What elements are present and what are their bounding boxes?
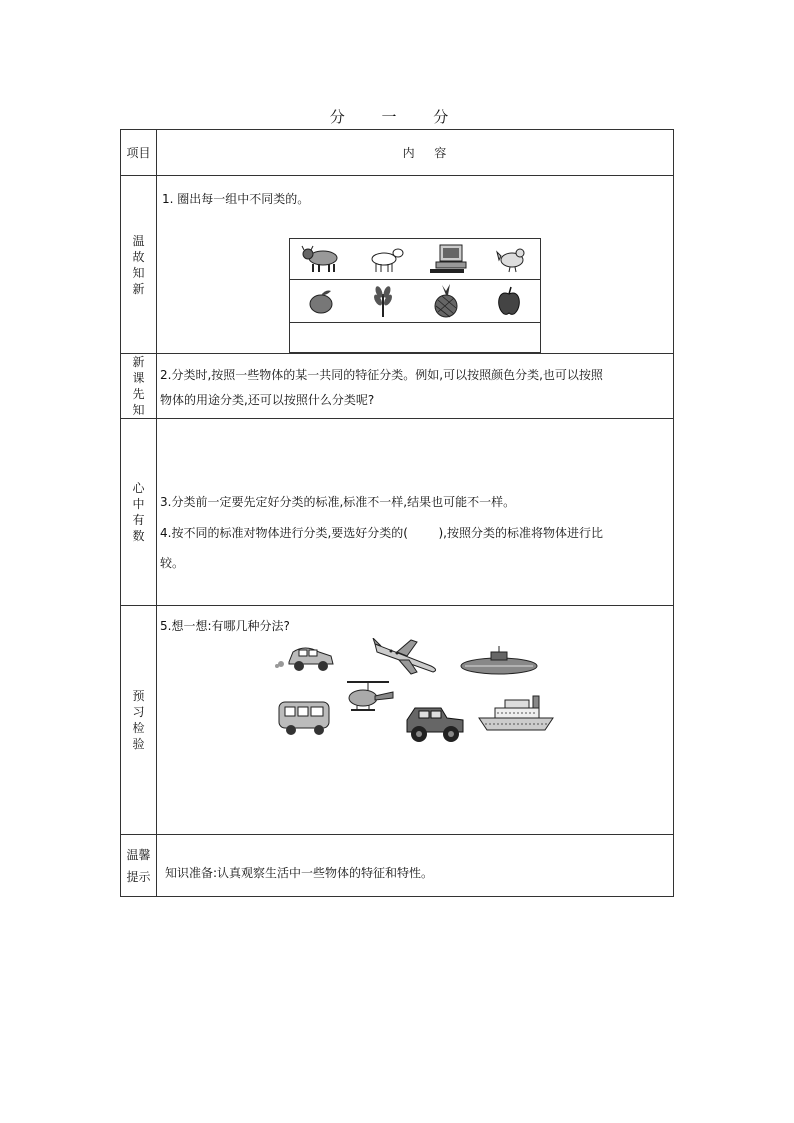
section-label-text: 心中有数 xyxy=(132,481,145,543)
section-label-text: 温故知新 xyxy=(132,233,145,296)
section-label-understanding xyxy=(121,419,157,606)
sheep-icon xyxy=(366,244,406,274)
apple-icon xyxy=(494,285,524,317)
peach-icon xyxy=(306,286,336,316)
airplane-icon xyxy=(371,638,441,678)
lesson-table xyxy=(120,129,674,897)
question-1: 1. 圈出每一组中不同类的。 xyxy=(162,192,310,206)
bus-icon xyxy=(275,698,335,738)
section-label-text: 新课先知 xyxy=(132,355,145,417)
header-item-label: 项目 xyxy=(126,145,151,160)
question-4-line-1: 4.按不同的标准对物体进行分类,要选好分类的( ),按照分类的标准将物体进行比 xyxy=(160,526,603,540)
pineapple-icon xyxy=(430,283,462,319)
section-label-check xyxy=(121,606,157,835)
section-check-content xyxy=(157,606,674,835)
header-content xyxy=(157,130,674,176)
question-4-line-2: 较。 xyxy=(160,556,185,570)
submarine-icon xyxy=(459,644,539,678)
ship-icon xyxy=(477,694,557,734)
picture-grid xyxy=(289,238,541,353)
question-2-line-1: 2.分类时,按照一些物体的某一共同的特征分类。例如,可以按照颜色分类,也可以按照 xyxy=(160,368,603,382)
helicopter-icon xyxy=(343,678,397,718)
wheat-icon xyxy=(368,284,398,318)
chicken-icon xyxy=(495,244,529,274)
section-label-text: 预习检验 xyxy=(132,689,145,751)
question-5: 5.想一想:有哪几种分法? xyxy=(160,619,290,633)
cow-icon xyxy=(301,244,343,274)
section-label-tips xyxy=(121,835,157,897)
section-label-review xyxy=(121,176,157,354)
header-item xyxy=(121,130,157,176)
computer-icon xyxy=(428,243,472,275)
section-label-text: 温馨提示 xyxy=(126,847,151,884)
car-icon xyxy=(275,642,339,674)
jeep-icon xyxy=(401,704,467,744)
header-content-label: 内 容 xyxy=(402,146,451,160)
section-label-preview xyxy=(121,354,157,419)
page-title: 分 一 分 xyxy=(329,108,465,126)
section-preview-content xyxy=(157,354,674,419)
section-tips-content xyxy=(157,835,674,897)
section-understanding-content xyxy=(157,419,674,606)
tips-text: 知识准备:认真观察生活中一些物体的特征和特性。 xyxy=(165,866,434,880)
section-review-content xyxy=(157,176,674,354)
question-3: 3.分类前一定要先定好分类的标准,标准不一样,结果也可能不一样。 xyxy=(160,495,516,509)
question-2-line-2: 物体的用途分类,还可以按照什么分类呢? xyxy=(160,393,375,407)
